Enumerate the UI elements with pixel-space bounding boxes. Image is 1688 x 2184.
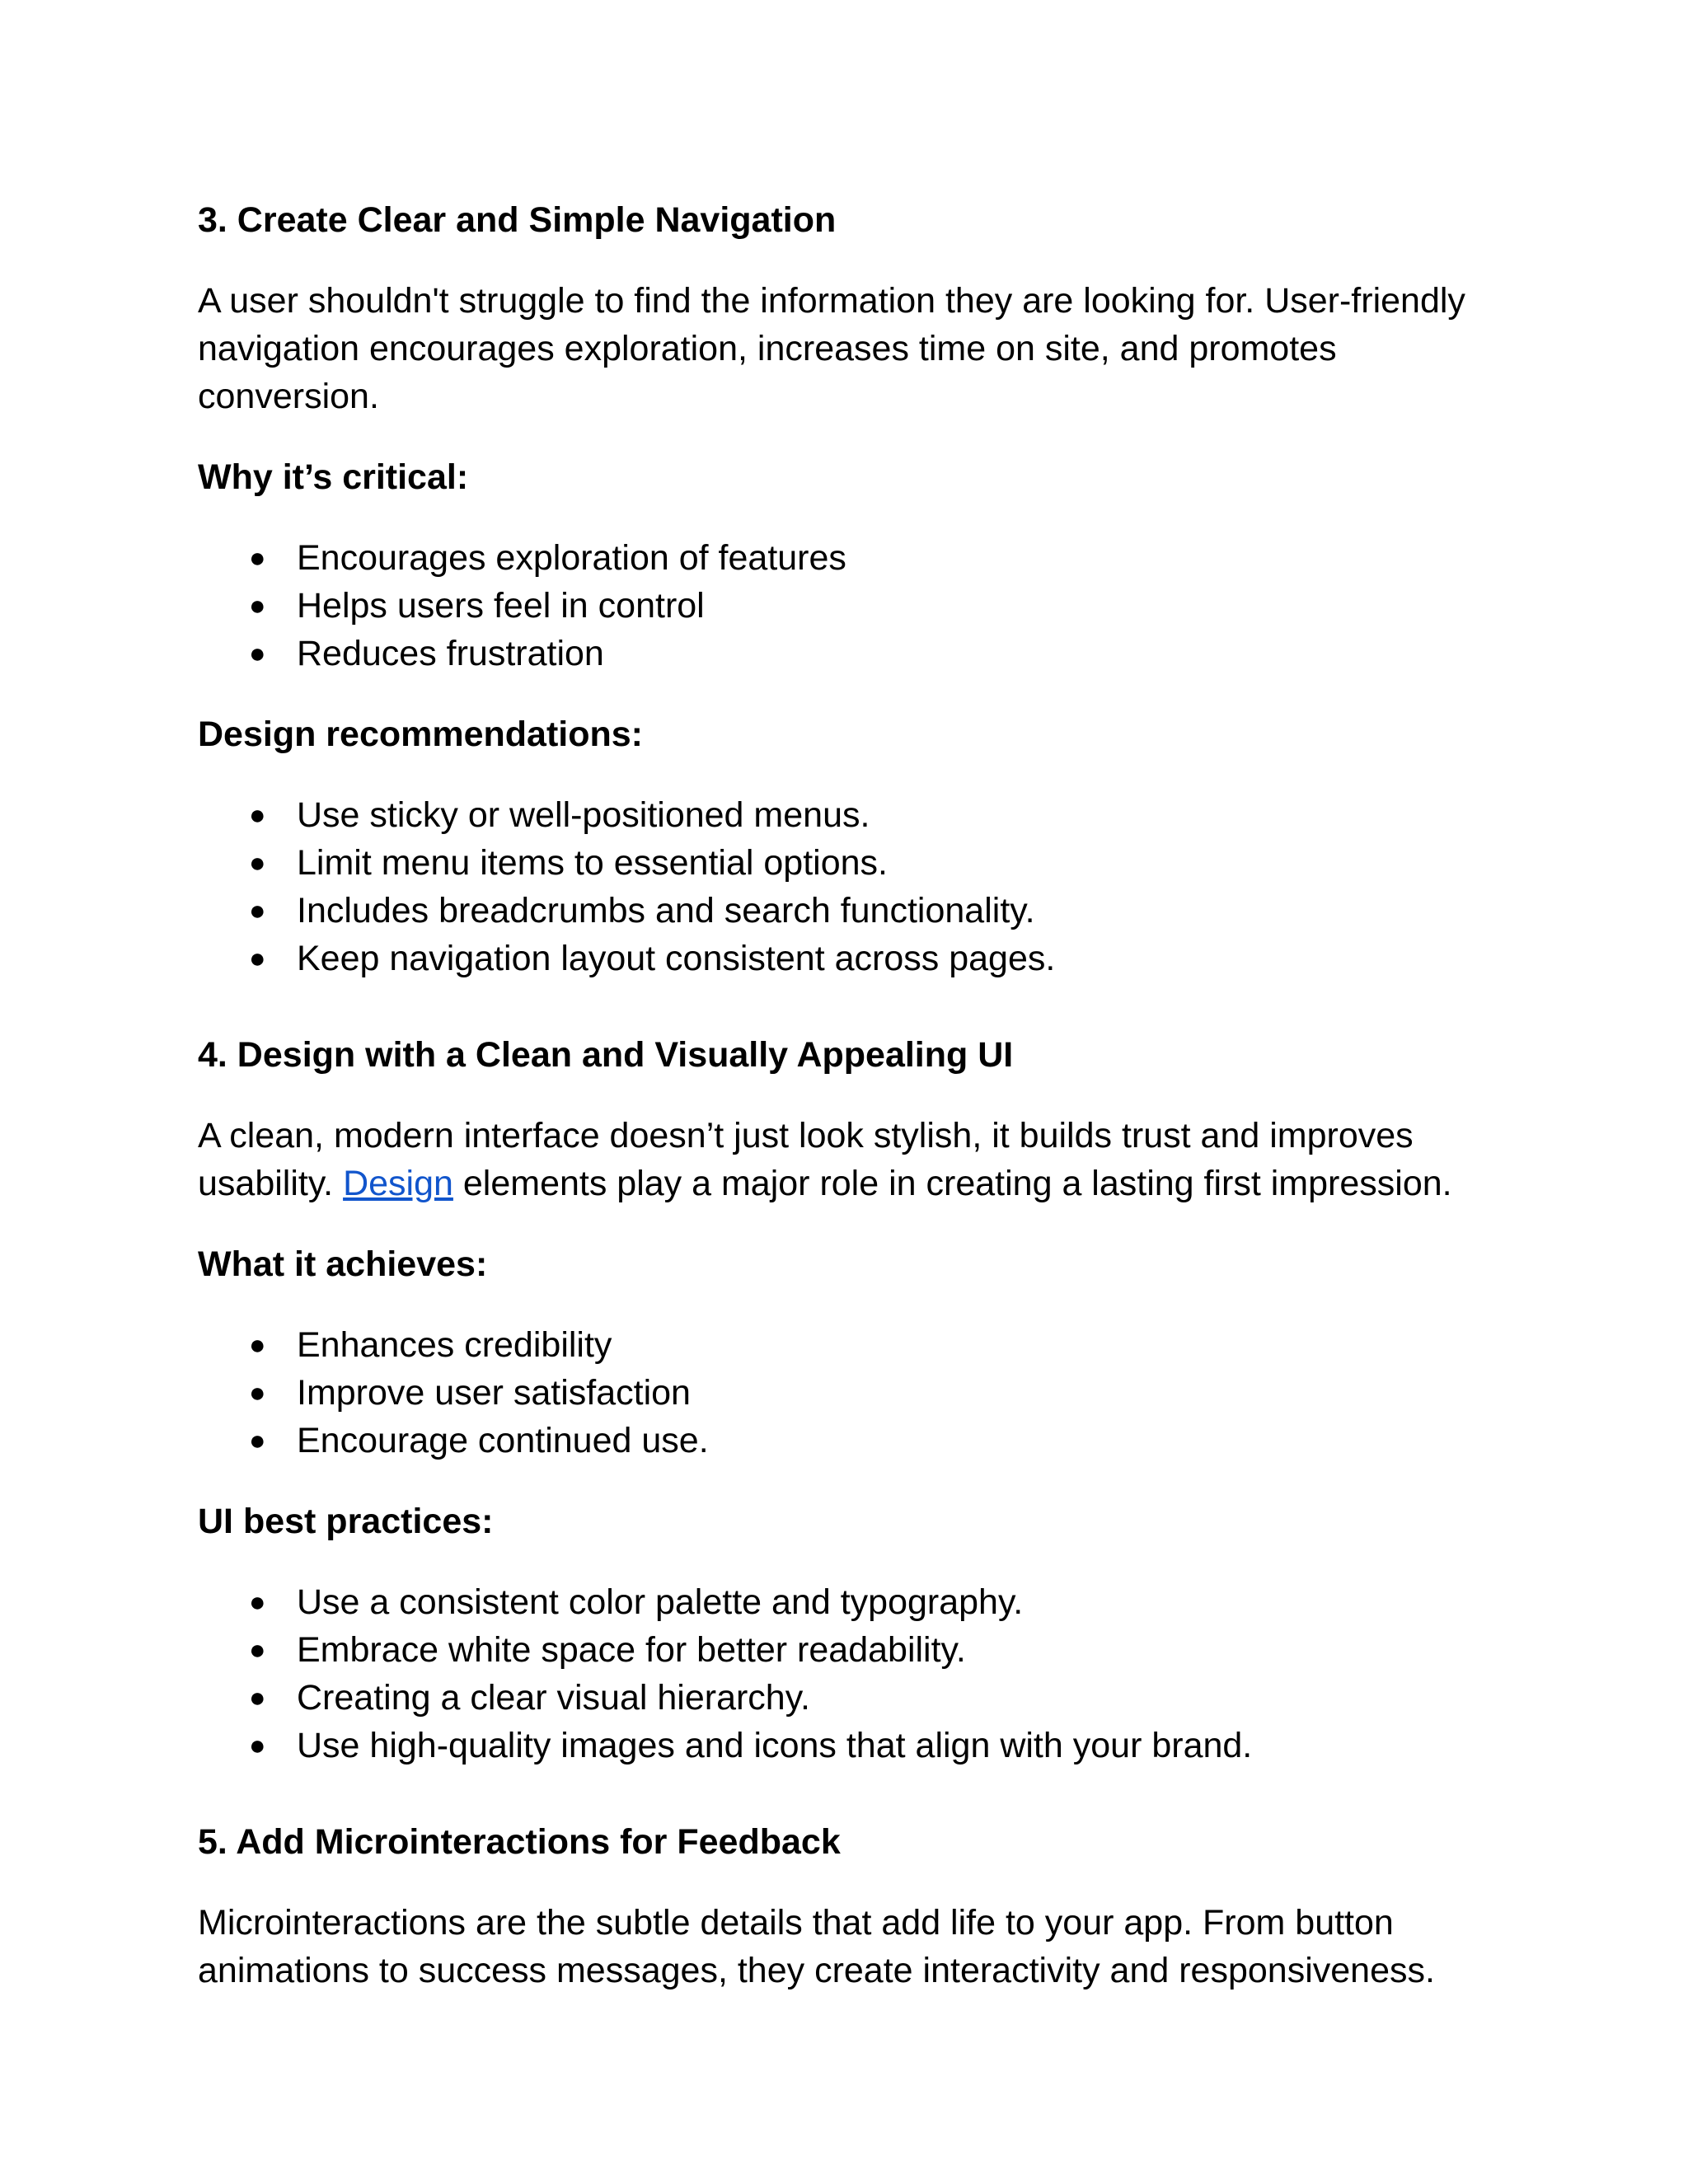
- section-5-heading: 5. Add Microinteractions for Feedback: [198, 1822, 841, 1862]
- what-it-achieves-list: [198, 1321, 1517, 1465]
- list-item: ● Embrace white space for better readability.: [198, 1626, 1517, 1674]
- design-recommendations-heading: Design recommendations:: [198, 715, 643, 754]
- list-item: ● Use high-quality images and icons that align with your brand.: [198, 1722, 1517, 1769]
- design-recommendations-list: [198, 791, 1517, 982]
- why-critical-heading: Why it’s critical:: [198, 457, 469, 497]
- bullet-icon: ●: [249, 1377, 266, 1408]
- bullet-icon: ●: [249, 1425, 266, 1456]
- list-item: ● Reduces frustration: [198, 630, 1517, 677]
- bullet-icon: ●: [249, 638, 266, 669]
- bullet-icon: ●: [249, 847, 266, 879]
- document-page: [198, 196, 1517, 1994]
- section-3-heading: 3. Create Clear and Simple Navigation: [198, 200, 837, 240]
- list-item: ● Helps users feel in control: [198, 582, 1517, 630]
- what-it-achieves-heading: What it achieves:: [198, 1244, 488, 1284]
- section-3-intro: A user shouldn't struggle to find the information they are looking for. User-friendly navigation encourages exploration, increases time on site, and promotes conversion.: [198, 281, 1465, 416]
- bullet-icon: ●: [249, 1634, 266, 1666]
- ui-best-practices-list: [198, 1578, 1517, 1769]
- bullet-icon: ●: [249, 895, 266, 926]
- bullet-icon: ●: [249, 1586, 266, 1618]
- list-item: ● Enhances credibility: [198, 1321, 1517, 1369]
- list-item: ● Includes breadcrumbs and search functionality.: [198, 887, 1517, 935]
- section-5-intro: Microinteractions are the subtle details that add life to your app. From button animations to success messages, they create interactivity and responsiveness.: [198, 1903, 1435, 1990]
- bullet-icon: ●: [249, 1329, 266, 1361]
- list-item: ● Improve user satisfaction: [198, 1369, 1517, 1417]
- why-critical-list: [198, 534, 1517, 677]
- bullet-icon: ●: [249, 1730, 266, 1761]
- list-item: ● Creating a clear visual hierarchy.: [198, 1674, 1517, 1722]
- list-item: ● Keep navigation layout consistent across pages.: [198, 935, 1517, 982]
- list-item: ● Use sticky or well-positioned menus.: [198, 791, 1517, 839]
- bullet-icon: ●: [249, 1682, 266, 1713]
- bullet-icon: ●: [249, 590, 266, 621]
- list-item: ● Encourage continued use.: [198, 1417, 1517, 1465]
- bullet-icon: ●: [249, 943, 266, 974]
- list-item: ● Use a consistent color palette and typography.: [198, 1578, 1517, 1626]
- list-item: ● Limit menu items to essential options.: [198, 839, 1517, 887]
- bullet-icon: ●: [249, 542, 266, 574]
- bullet-icon: ●: [249, 799, 266, 831]
- design-link[interactable]: Design: [343, 1164, 453, 1203]
- list-item: ● Encourages exploration of features: [198, 534, 1517, 582]
- ui-best-practices-heading: UI best practices:: [198, 1502, 494, 1541]
- section-4-intro: A clean, modern interface doesn’t just look stylish, it builds trust and improves usability. Design elements play a major role in creating a lasting first impression.: [198, 1116, 1452, 1203]
- section-4-heading: 4. Design with a Clean and Visually Appealing UI: [198, 1035, 1014, 1075]
